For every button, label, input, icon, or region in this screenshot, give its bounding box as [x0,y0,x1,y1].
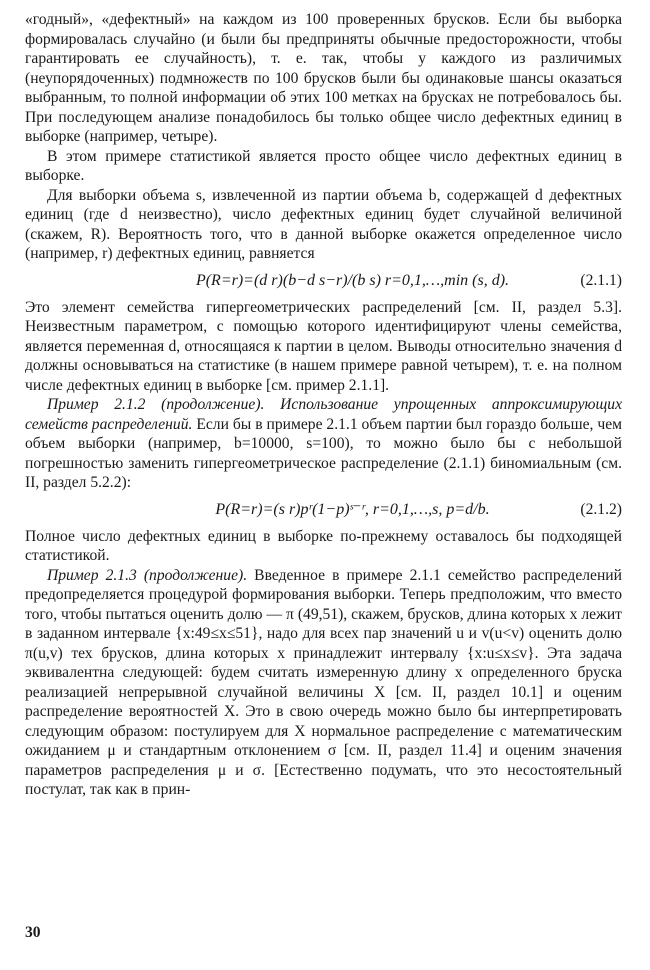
paragraph-7-text: Введенное в примере 2.1.1 семейство распределений предопределяется процедурой формирования выборки. Теперь предположим, что вместо того, чтобы пытаться оценить долю — π (49,51), скажем, брусков, длина которых x лежит в заданном интервале {x:49≤x≤51}, надо для всех пар значений u и v(u<v) оценить долю π(u,v) тех брусков, длина которых x принадлежит интервалу {x:u≤x≤v}. Эта задача эквивалентна следующей: будем считать измеренную длину x определенного бруска реализацией непрерывной случайной величины X [см. II, раздел 10.1] и оценим распределение вероятностей X. Это в свою очередь можно было бы интерпретировать следующим образом: постулируем для X нормальное распределение с математическим ожиданием μ и стандартным отклонением σ [см. II, раздел 11.4] и оценим значения параметров распределения μ и σ. [Естественно подумать, что это несостоятельный постулат, так как в прин- [25,566,622,798]
paragraph-6: Полное число дефектных единиц в выборке по-прежнему оставалось бы подходящей статистикой. [25,527,622,564]
paragraph-5 [25,395,622,493]
paragraph-7 [25,566,622,800]
paragraph-1: «годный», «дефектный» на каждом из 100 проверенных брусков. Если бы выборка формировалась случайно (и были бы предприняты обычные предосторожности, чтобы гарантировать ее случайность), т. е. так, чтобы у каждого из различимых (неупорядоченных) подмножеств по 100 брусков были бы одинаковые шансы оказаться выбранным, то полной информации об этих 100 метках на брусках не потребовалось бы. При последующем анализе понадобилось бы только общее число дефектных единиц в выборке (например, четыре). [25,11,622,145]
equation-number: (2.1.1) [580,271,622,289]
equation-body: P(R=r)=(d r)(b−d s−r)/(b s) r=0,1,…,min (s, d). [195,271,510,289]
body-text [25,10,622,800]
equation-2-1-1 [25,264,622,298]
equation-body: P(R=r)=(s r)pʳ(1−p)ˢ⁻ʳ, r=0,1,…,s, p=d/b. [215,500,490,518]
paragraph-3: Для выборки объема s, извлеченной из партии объема b, содержащей d дефектных единиц (где d неизвестно), число дефектных единиц будет случайной величиной (скажем, R). Вероятность того, что в данной выборке окажется определенное число (например, r) дефектных единиц, равняется [25,186,622,262]
example-title: Пример 2.1.3 (продолжение). [47,566,248,584]
paragraph-2: В этом примере статистикой является просто общее число дефектных единиц в выборке. [25,147,622,184]
example-title: Пример 2.1.2 (продолжение). Использование упрощенных аппроксимирующих семейств распределений. [25,396,622,433]
paragraph-5-text: Если бы в примере 2.1.1 объем партии был гораздо больше, чем объем выборки (например, b=10000, s=100), то можно было бы с небольшой погрешностью заменить гипергеометрическое распределение (2.1.1) биномиальным (см. II, раздел 5.2.2): [25,415,623,491]
page-number: 30 [25,924,41,941]
equation-number: (2.1.2) [580,500,622,518]
paragraph-4: Это элемент семейства гипергеометрических распределений [см. II, раздел 5.3]. Неизвестным параметром, с помощью которого идентифицируют члены семейства, является переменная d, относящаяся к партии в целом. Выводы относительно значения d должны основываться на статистике (в нашем примере равной четырем), т. е. на полном числе дефектных единиц в выборке [см. пример 2.1.1]. [25,298,622,394]
equation-2-1-2 [25,493,622,527]
